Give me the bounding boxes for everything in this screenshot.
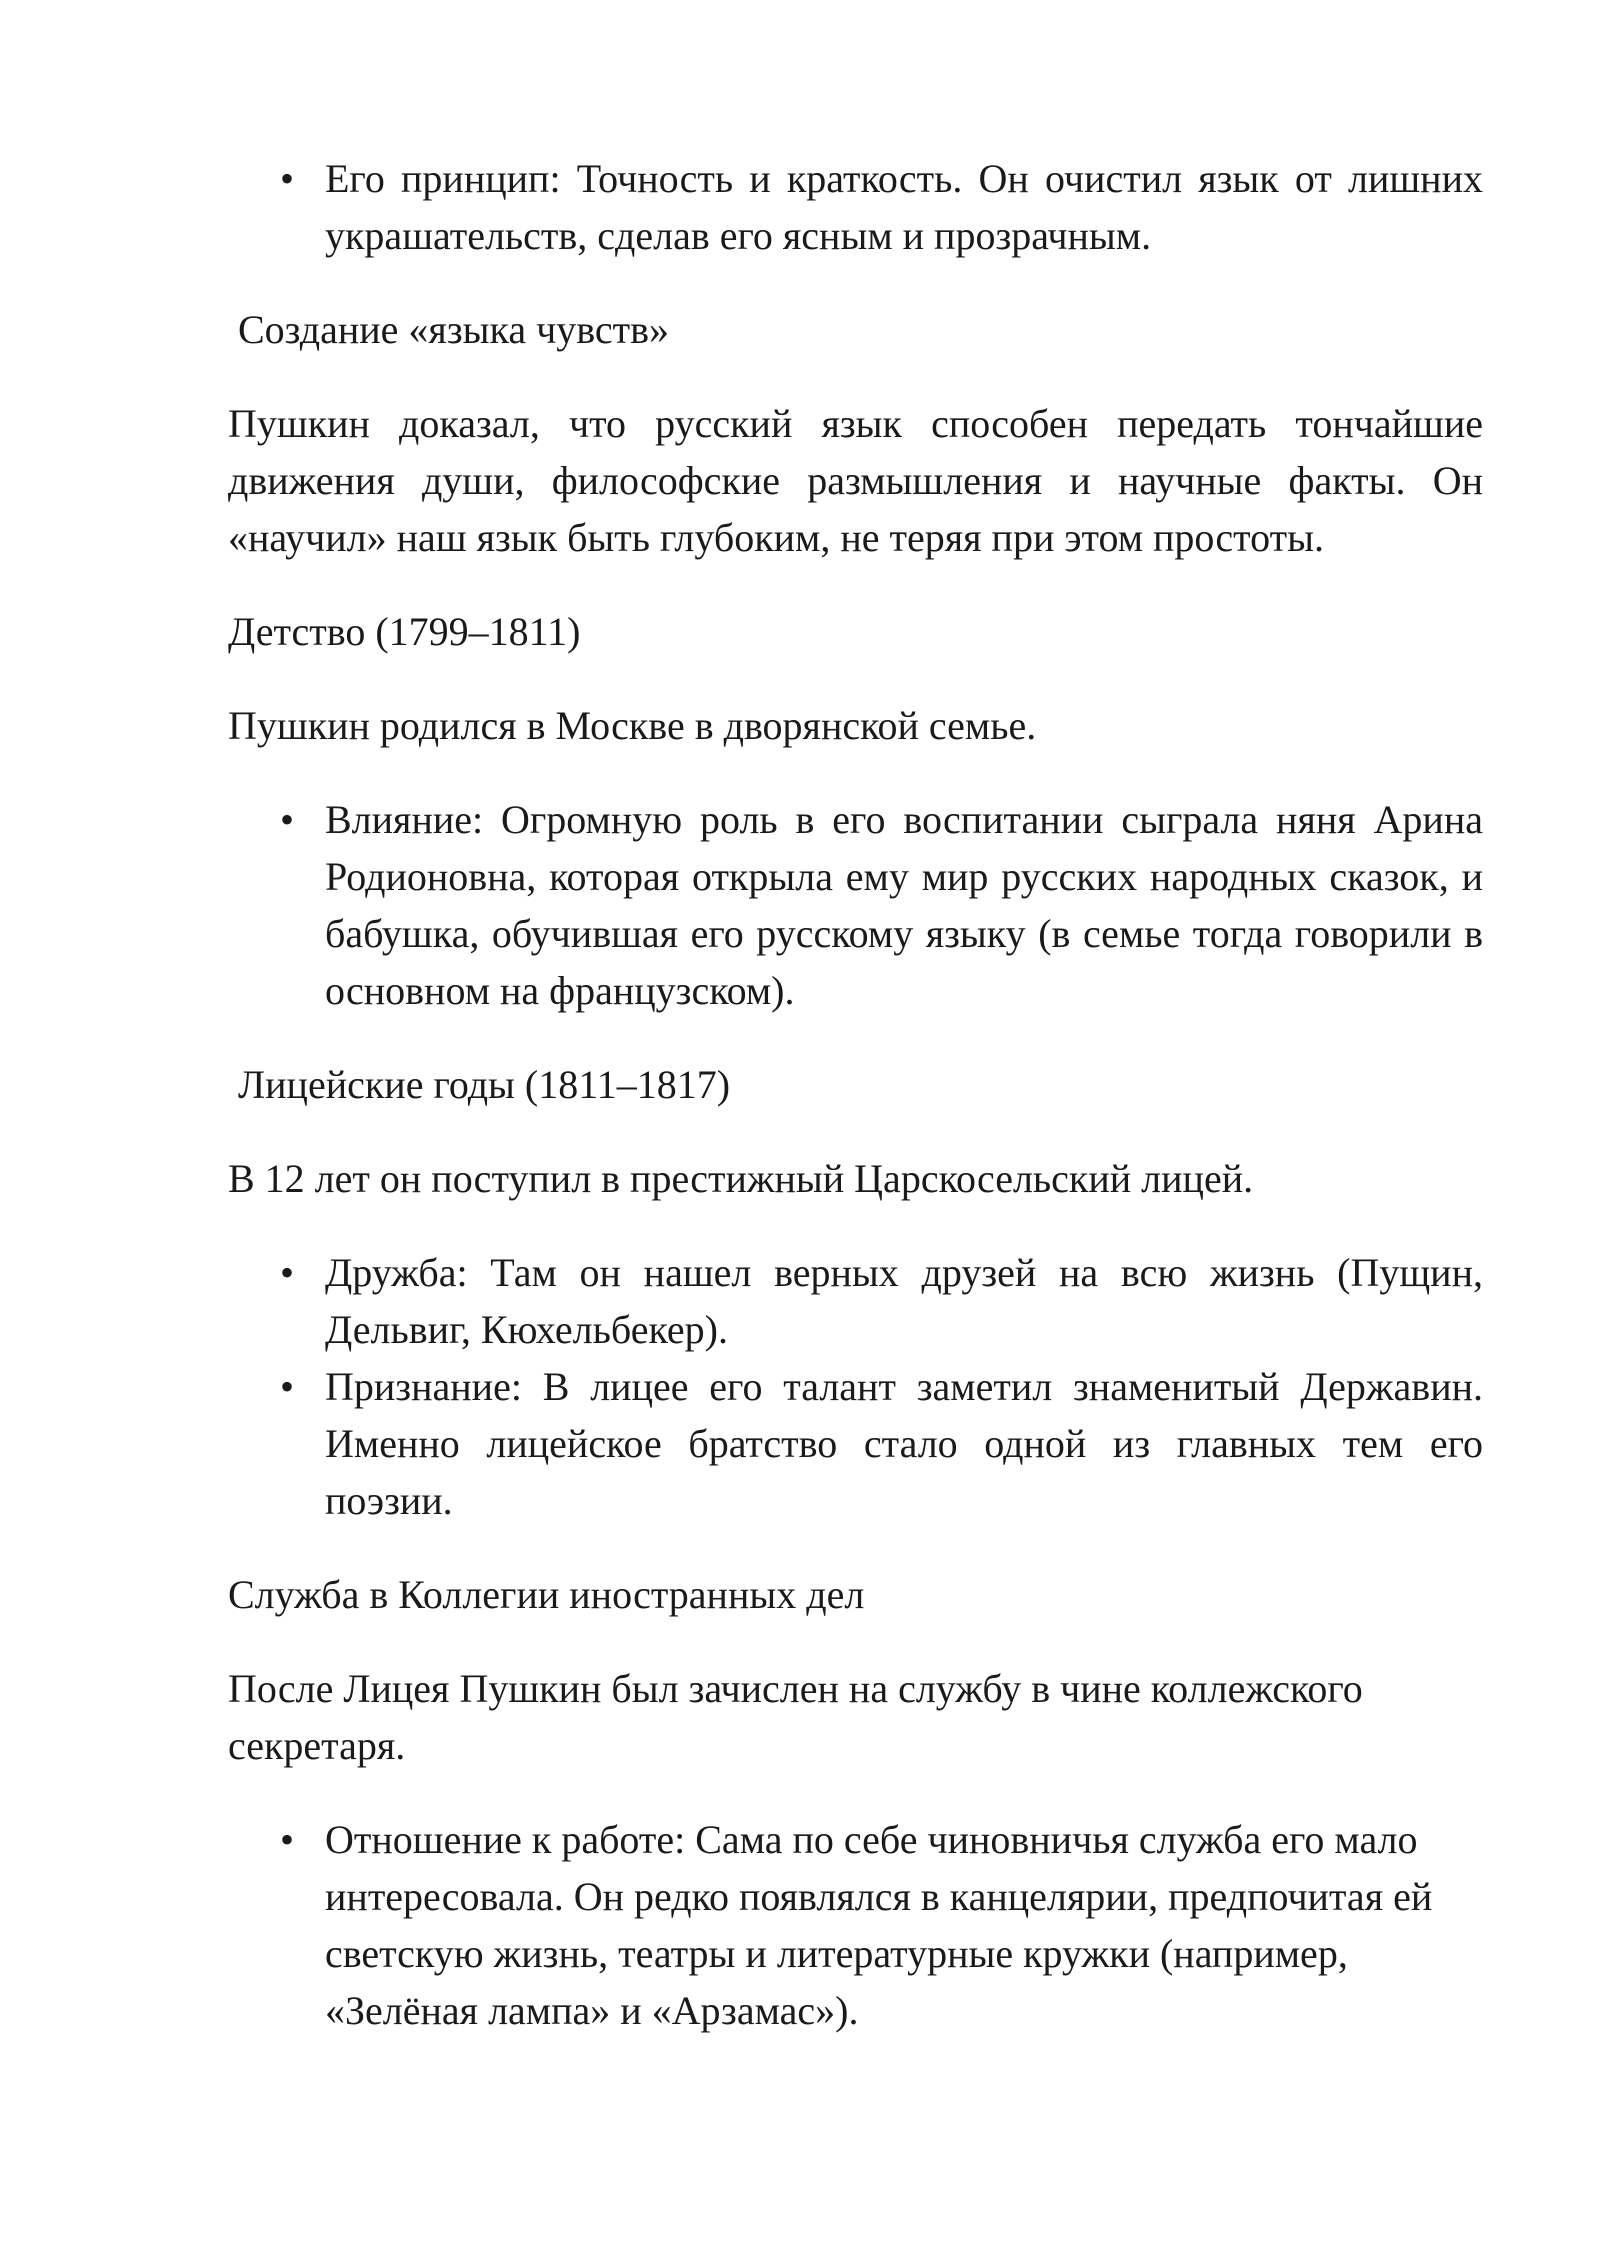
list-item — [228, 1244, 1483, 1358]
bullet-list — [228, 150, 1483, 264]
list-item — [228, 1358, 1483, 1529]
paragraph: Пушкин родился в Москве в дворянской семье. — [228, 703, 1037, 748]
list-item — [228, 1811, 1483, 2039]
bullet-list — [228, 1811, 1483, 2039]
bullet-icon: • — [280, 797, 295, 842]
bullet-list — [228, 1244, 1483, 1529]
list-item-text: Дружба: Там он нашел верных друзей на всю жизнь (Пущин, Дельвиг, Кюхельбекер). — [325, 1250, 1483, 1352]
list-item-text: Его принцип: Точность и краткость. Он очистил язык от лишних украшательств, сделав его ясным и прозрачным. — [325, 156, 1483, 258]
bullet-icon: • — [280, 1250, 295, 1295]
bullet-icon: • — [280, 1817, 295, 1862]
paragraph: После Лицея Пушкин был зачислен на службу в чине коллежского секретаря. — [228, 1666, 1363, 1768]
section-heading: Служба в Коллегии иностранных дел — [228, 1572, 865, 1617]
section-heading: Лицейские годы (1811–1817) — [228, 1062, 731, 1107]
list-item — [228, 791, 1483, 1019]
list-item-text: Признание: В лицее его талант заметил знаменитый Державин. Именно лицейское братство стало одной из главных тем его поэзии. — [325, 1364, 1483, 1523]
document-body — [228, 150, 1483, 2076]
section-heading: Детство (1799–1811) — [228, 609, 581, 654]
list-item — [228, 150, 1483, 264]
section-heading: Создание «языка чувств» — [228, 307, 669, 352]
bullet-icon: • — [280, 1364, 295, 1409]
list-item-text: Влияние: Огромную роль в его воспитании сыграла няня Арина Родионовна, которая открыла ему мир русских народных сказок, и бабушка, обучившая его русскому языку (в семье тогда говорили в основном на французском). — [325, 797, 1483, 1013]
paragraph: В 12 лет он поступил в престижный Царскосельский лицей. — [228, 1156, 1254, 1201]
paragraph: Пушкин доказал, что русский язык способен передать тончайшие движения души, философские размышления и научные факты. Он «научил» наш язык быть глубоким, не теряя при этом простоты. — [228, 401, 1483, 560]
bullet-list — [228, 791, 1483, 1019]
bullet-icon: • — [280, 156, 295, 201]
list-item-text: Отношение к работе: Сама по себе чиновничья служба его мало интересовала. Он редко появлялся в канцелярии, предпочитая ей светскую жизнь, театры и литературные кружки (например, «Зелёная лампа» и «Арзамас»). — [325, 1817, 1433, 2033]
